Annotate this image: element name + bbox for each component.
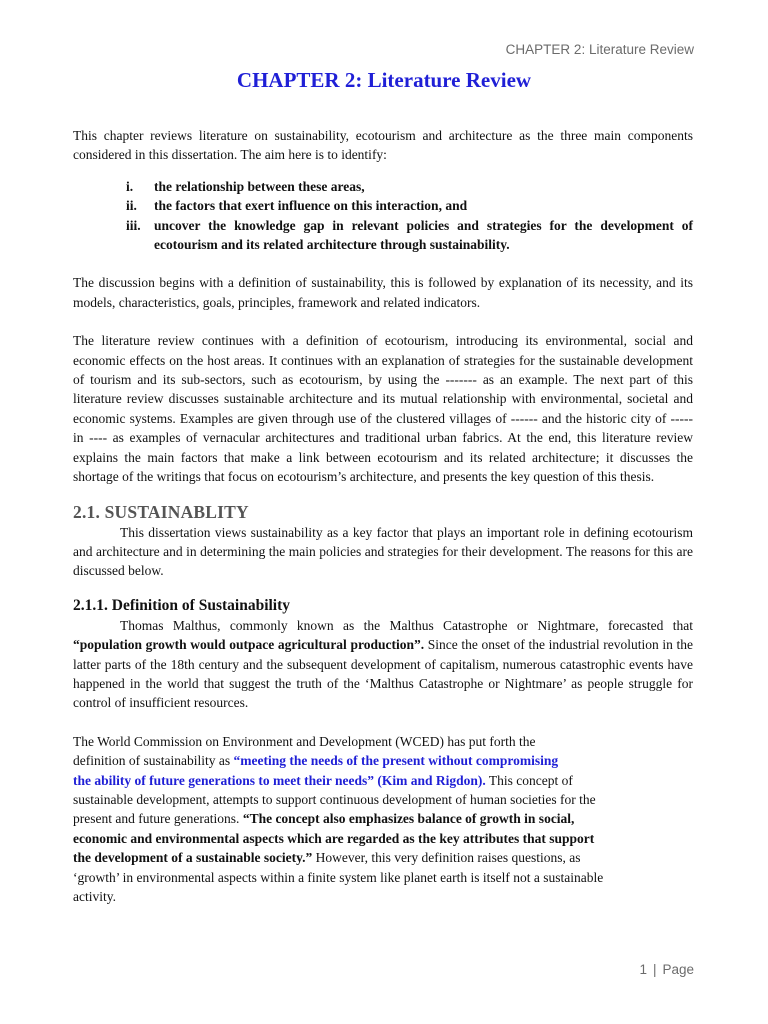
list-item: [73, 177, 693, 196]
wced-balance-quote-end: the development of a sustainable society.”: [73, 850, 313, 866]
wced-line-8: ‘growth’ in environmental aspects within a finite system like planet earth is itself not a sustainable: [73, 869, 604, 885]
list-item-number: ii.: [126, 198, 137, 214]
list-item-text: uncover the knowledge gap in relevant policies and strategies for the development of ecotourism and its related architecture through sustainability.: [154, 217, 693, 253]
wced-definition-quote-start: “meeting the needs of the present without compromising: [233, 753, 559, 769]
page-footer: [639, 962, 694, 977]
wced-line-7: [73, 848, 693, 867]
list-item-number: iii.: [126, 217, 141, 233]
wced-line-2-text: definition of sustainability as: [73, 753, 234, 769]
wced-line-3-text: This concept of: [485, 772, 573, 788]
wced-line-2: [73, 751, 693, 770]
wced-paragraph: [73, 732, 693, 907]
wced-line-3: [73, 771, 693, 790]
list-item: [73, 216, 693, 255]
malthus-quote: “population growth would outpace agricultural production”.: [73, 637, 425, 653]
wced-line-7-text: However, this very definition raises questions, as: [312, 850, 581, 866]
malthus-text-b: Since the onset of the industrial revolution in the latter parts of the 18th century and the subsequent development of capitalism, numerous catastrophic events have happened in the world that suggest the truth of the ‘Malthus Catastrophe or Nightmare’ as people struggle for control of insufficient resources.: [73, 637, 693, 711]
wced-line-1: The World Commission on Environment and Development (WCED) has put forth the: [73, 733, 536, 749]
wced-line-4: sustainable development, attempts to support continuous development of human societies for the: [73, 791, 596, 807]
subsection-heading: 2.1.1. Definition of Sustainability: [73, 596, 291, 614]
wced-line-5-text: present and future generations.: [73, 811, 243, 827]
malthus-paragraph: [73, 616, 693, 713]
wced-line-5: [73, 809, 693, 828]
footer-separator: |: [652, 962, 657, 977]
wced-definition-quote-end: the ability of future generations to meet their needs” (Kim and Rigdon).: [73, 772, 486, 788]
wced-balance-quote-start: “The concept also emphasizes balance of growth in social,: [242, 811, 575, 827]
review-paragraph: The literature review continues with a definition of ecotourism, introducing its environmental, social and economic effects on the host areas. It continues with an explanation of strategies for the sustainable development of tourism and its sub-sectors, such as ecotourism, by using the ------- as an example. The next part of this literature review discusses sustainable architecture and its mutual relationship with environmental, societal and economic systems. Examples are given through use of the clustered villages of ------ and the historic city of ----- in ---- as examples of vernacular architectures and traditional urban fabrics. At the end, this literature review explains the main factors that make a link between ecotourism and its related architecture; it discusses the shortage of the writings that focus on ecotourism’s architecture, and presents the key question of this thesis.: [73, 333, 693, 485]
list-item-number: i.: [126, 178, 134, 194]
page-number: 1: [639, 962, 647, 977]
aims-list: [73, 177, 693, 255]
section-paragraph: This dissertation views sustainability as a key factor that plays an important role in defining ecotourism and architecture and in determining the main policies and strategies for their development. The reasons for this are discussed below.: [73, 524, 693, 579]
list-item-text: the relationship between these areas,: [154, 178, 365, 194]
body-content: [73, 126, 693, 906]
list-item-text: the factors that exert influence on this interaction, and: [154, 198, 468, 214]
wced-balance-quote-middle: economic and environmental aspects which are regarded as the key attributes that support: [73, 830, 595, 846]
wced-line-9: activity.: [73, 889, 116, 904]
chapter-title: CHAPTER 2: Literature Review: [236, 68, 532, 92]
discussion-paragraph: The discussion begins with a definition of sustainability, this is followed by explanation of its necessity, and its models, characteristics, goals, principles, framework and related indicators.: [73, 275, 693, 310]
intro-paragraph: This chapter reviews literature on sustainability, ecotourism and architecture as the three main components considered in this dissertation. The aim here is to identify:: [73, 128, 693, 163]
list-item: [73, 196, 693, 215]
malthus-text-a: Thomas Malthus, commonly known as the Malthus Catastrophe or Nightmare, forecasted that: [120, 617, 693, 633]
running-header: CHAPTER 2: Literature Review: [505, 42, 694, 57]
section-heading: 2.1. SUSTAINABLITY: [73, 501, 249, 522]
page-label: Page: [662, 962, 694, 977]
